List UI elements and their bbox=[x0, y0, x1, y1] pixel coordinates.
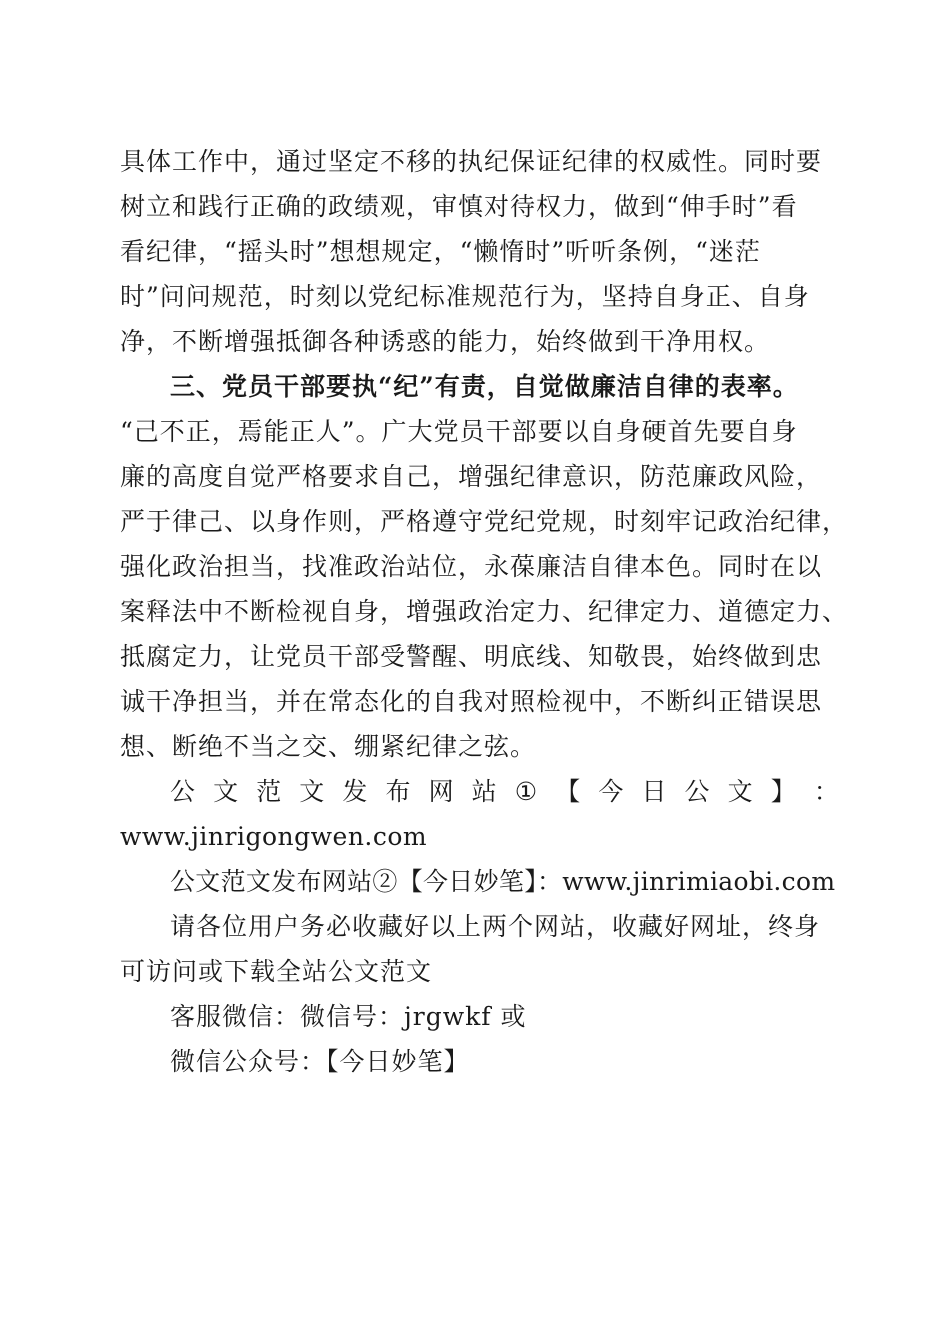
para1-line-4: 时”问问规范，时刻以党纪标准规范行为，坚持自身正、自身 bbox=[120, 282, 810, 311]
para2-line-8: 想、断绝不当之交、绷紧纪律之弦。 bbox=[120, 732, 537, 761]
para1-line-3: 看纪律，“摇头时”想想规定，“懒惰时”听听条例，“迷茫 bbox=[120, 237, 761, 266]
site1-char: 文 bbox=[213, 777, 240, 806]
site1-char: 站 bbox=[471, 777, 498, 806]
para1-line-2: 树立和践行正确的政绩观，审慎对待权力，做到“伸手时”看 bbox=[120, 192, 798, 221]
site2-line: 公文范文发布网站②【今日妙笔】：www.jinrimiaobi.com bbox=[170, 867, 836, 896]
notice-line-1: 请各位用户务必收藏好以上两个网站，收藏好网址，终身 bbox=[170, 912, 821, 941]
para2-line-5: 案释法中不断检视自身，增强政治定力、纪律定力、道德定力、 bbox=[120, 597, 849, 626]
site1-char: 布 bbox=[385, 777, 412, 806]
site1-char: 公 bbox=[684, 777, 711, 806]
site1-char: 网 bbox=[428, 777, 455, 806]
site1-char: 文 bbox=[727, 777, 754, 806]
site1-char: 】 bbox=[770, 777, 797, 806]
para1-line-1: 具体工作中，通过坚定不移的执纪保证纪律的权威性。同时要 bbox=[120, 147, 823, 176]
para2-line-4: 强化政治担当，找准政治站位，永葆廉洁自律本色。同时在以 bbox=[120, 552, 823, 581]
site1-char: 范 bbox=[256, 777, 283, 806]
para2-line-7: 诚干净担当，并在常态化的自我对照检视中，不断纠正错误思 bbox=[120, 687, 823, 716]
para1-line-5: 净，不断增强抵御各种诱惑的能力，始终做到干净用权。 bbox=[120, 327, 771, 356]
site1-url: www.jinrigongwen.com bbox=[120, 822, 428, 851]
site1-label bbox=[170, 777, 840, 807]
section-heading-3: 三、党员干部要执“纪”有责，自觉做廉洁自律的表率。 bbox=[170, 372, 799, 401]
site1-char: 文 bbox=[299, 777, 326, 806]
wechat-public-line: 微信公众号：【今日妙笔】 bbox=[170, 1047, 470, 1076]
site1-char: 日 bbox=[641, 777, 668, 806]
site1-char: ① bbox=[514, 777, 539, 806]
para2-line-6: 抵腐定力，让党员干部受警醒、明底线、知敬畏，始终做到忠 bbox=[120, 642, 823, 671]
notice-line-2: 可访问或下载全站公文范文 bbox=[120, 957, 433, 986]
site1-char: 今 bbox=[598, 777, 625, 806]
para2-line-3: 严于律己、以身作则，严格遵守党纪党规，时刻牢记政治纪律， bbox=[120, 507, 849, 536]
para2-line-1: “己不正，焉能正人”。广大党员干部要以自身硬首先要自身 bbox=[120, 417, 798, 446]
site1-char: ： bbox=[813, 777, 840, 806]
wechat-service-line: 客服微信：微信号：jrgwkf 或 bbox=[170, 1002, 527, 1031]
site1-char: 【 bbox=[555, 777, 582, 806]
para2-line-2: 廉的高度自觉严格要求自己，增强纪律意识，防范廉政风险， bbox=[120, 462, 823, 491]
site1-char: 发 bbox=[342, 777, 369, 806]
site1-char: 公 bbox=[170, 777, 197, 806]
